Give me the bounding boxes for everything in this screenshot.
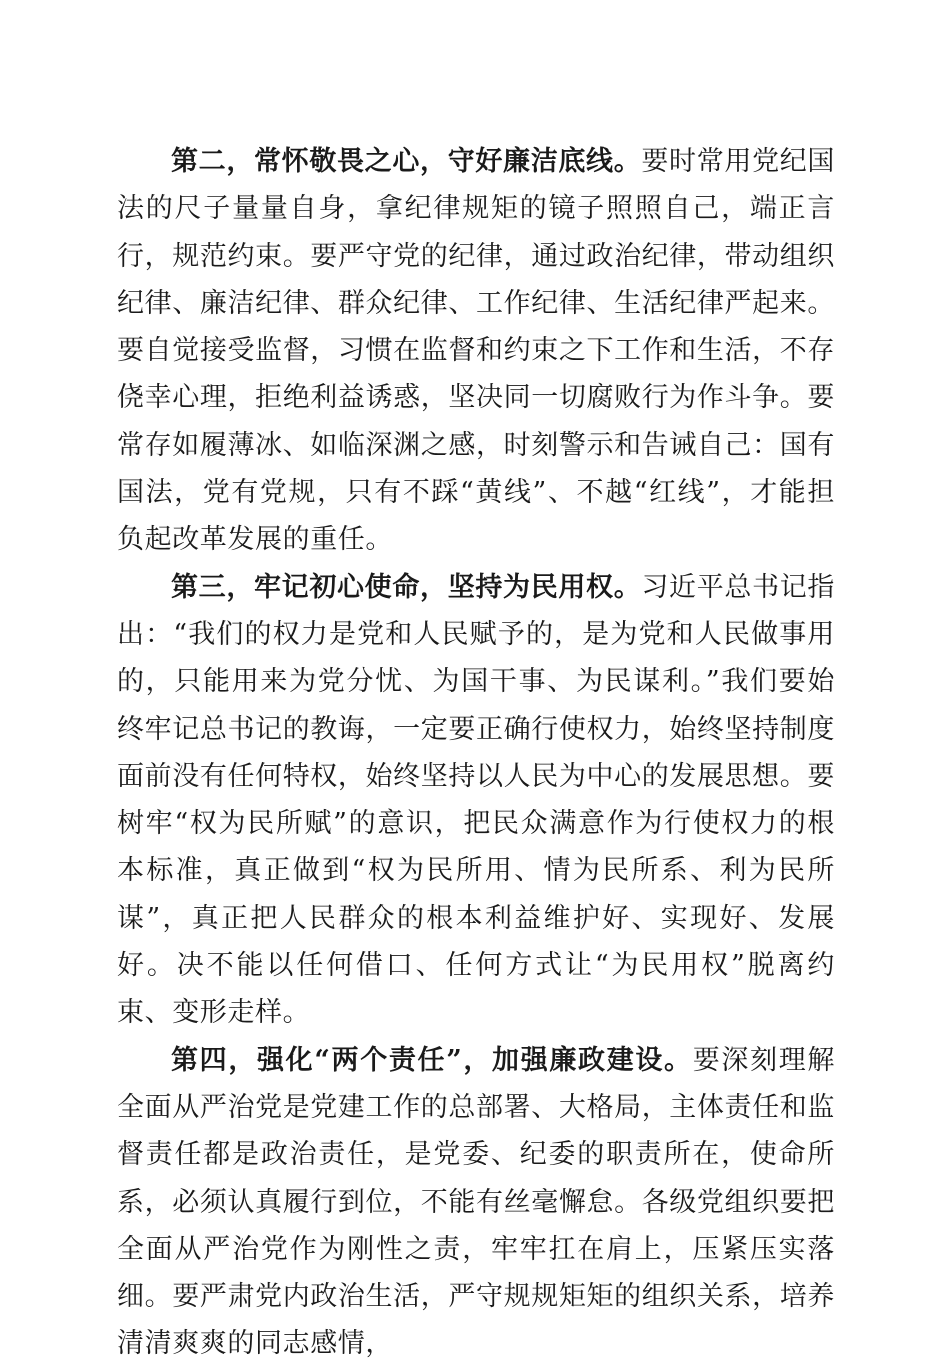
paragraph-text: 要时常用党纪国法的尺子量量自身，拿纪律规矩的镜子照照自己，端正言行，规范约束。要严守党的纪律，通过政治纪律，带动组织纪律、廉洁纪律、群众纪律、工作纪律、生活纪律严起来。要自觉接受监督，习惯在监督和约束之下工作和生活，不存侥幸心理，拒绝利益诱惑，坚决同一切腐败行为作斗争。要常存如履薄冰、如临深渊之感，时刻警示和告诫自己：国有国法，党有党规，只有不踩“黄线”、不越“红线”，才能担负起改革发展的重任。 (117, 146, 836, 556)
paragraph-heading: 第四，强化“两个责任”，加强廉政建设。 (171, 1044, 693, 1076)
document-body (117, 138, 835, 1368)
paragraph-text: 要深刻理解全面从严治党是党建工作的总部署、大格局，主体责任和监督责任都是政治责任，是党委、纪委的职责所在，使命所系，必须认真履行到位，不能有丝毫懈怠。各级党组织要把全面从严治党作为刚性之责，牢牢扛在肩上，压紧压实落细。要严肃党内政治生活，严守规规矩矩的组织关系，培养清清爽爽的同志感情， (117, 1044, 836, 1360)
paragraph-third-point (117, 564, 835, 1037)
paragraph-second-point (117, 138, 835, 564)
paragraph-heading: 第二，常怀敬畏之心，守好廉洁底线。 (171, 146, 642, 177)
paragraph-text: 习近平总书记指出：“我们的权力是党和人民赋予的，是为党和人民做事用的，只能用来为党分忧、为国干事、为民谋利。”我们要始终牢记总书记的教诲，一定要正确行使权力，始终坚持制度面前没有任何特权，始终坚持以人民为中心的发展思想。要树牢“权为民所赋”的意识，把民众满意作为行使权力的根本标准，真正做到“权为民所用、情为民所系、利为民所谋”，真正把人民群众的根本利益维护好、实现好、发展好。决不能以任何借口、任何方式让“为民用权”脱离约束、变形走样。 (117, 571, 836, 1029)
paragraph-heading: 第三，牢记初心使命，坚持为民用权。 (171, 571, 642, 603)
paragraph-fourth-point (117, 1037, 835, 1368)
